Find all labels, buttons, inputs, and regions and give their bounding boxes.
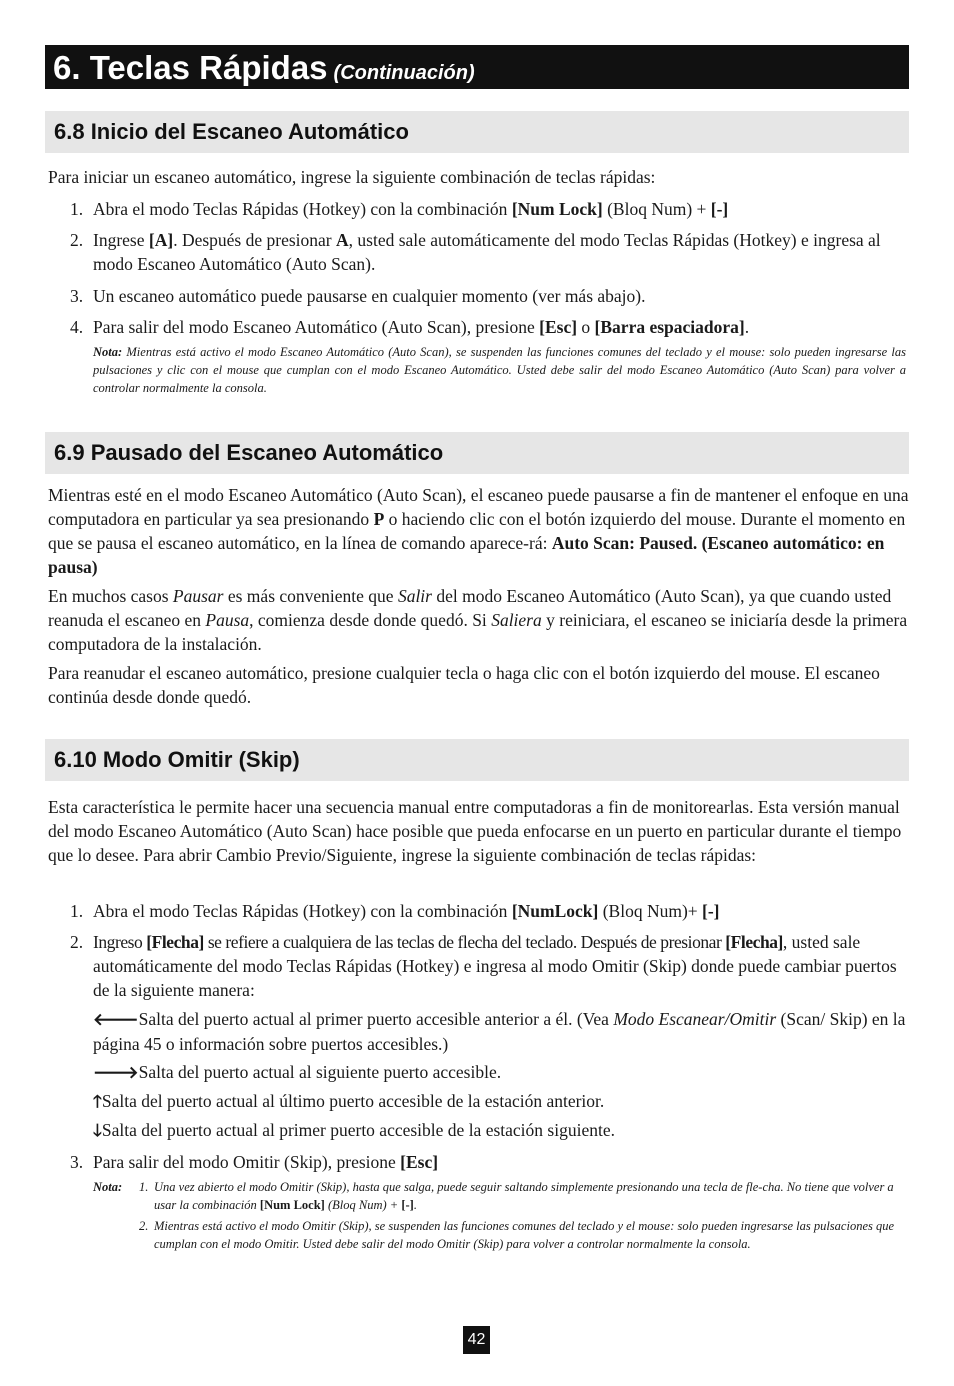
note-6-10-2: Mientras está activo el modo Omitir (Skip), se suspenden las funciones comunes del teclado y el mouse: solo pueden ingresarse las pulsaciones que cumplan con el modo Omitir. Usted debe salir del modo Omitir (Skip) para volver a controlar normalmente la consola. [154,1219,895,1251]
page-title: 6. Teclas Rápidas [53,49,328,86]
note-6-8: Nota: Mientras está activo el modo Escaneo Automático (Auto Scan), se suspenden las funciones comunes del teclado y el mouse: solo pueden ingresarse las pulsaciones y clic con el mouse que cumplan con el modo Escaneo Automático. Usted debe salir del modo Escaneo Automático (Auto Scan) para volver a controlar normalmente la consola. [93,345,906,395]
list-item [70,1150,910,1174]
list-number: 1. [70,901,84,921]
section-heading-6-8: 6.8 Inicio del Escaneo Automático [45,111,909,153]
arrow-item-down: 🡓Salta del puerto actual al primer puerto accesible de la estación siguiente. [93,1120,615,1141]
list-text: Para salir del modo Escaneo Automático (Auto Scan), presione [Esc] o [Barra espaciadora]. [93,317,750,337]
arrow-left-icon: 🡐 [93,1010,139,1030]
page-title-bar [45,45,909,89]
arrow-item-up: 🡑Salta del puerto actual al último puerto accesible de la estación anterior. [93,1091,605,1112]
key-combo: [-] [710,199,729,219]
arrow-up-icon: 🡑 [93,1092,102,1112]
status-message: Auto Scan: Paused. (Escaneo automático: en pausa) [48,533,885,577]
arrow-down-icon: 🡓 [93,1121,102,1141]
note-6-10-1: Una vez abierto el modo Omitir (Skip), hasta que salga, puede seguir saltando simplemente presionando una tecla de fle-cha. No tiene que volver a usar la combinación [Num Lock] (Bloq Num) + [-]. [154,1180,894,1212]
list-number: 4. [70,317,84,337]
list-item [70,284,910,308]
key-combo: [Num Lock] [511,199,603,219]
section-heading-6-9: 6.9 Pausado del Escaneo Automático [45,432,909,474]
list-text: Para salir del modo Omitir (Skip), presione [Esc] [93,1152,439,1172]
paragraph-6-9-3: Para reanudar el escaneo automático, presione cualquier tecla o haga clic con el botón izquierdo del mouse. El escaneo continúa desde donde quedó. [48,663,880,707]
list-item [70,197,910,221]
list-item [70,899,910,923]
list-number: 2. [70,932,84,952]
page-number: 42 [463,1326,490,1354]
note-number: 2. [139,1219,149,1233]
list-text: Un escaneo automático puede pausarse en cualquier momento (ver más abajo). [93,286,646,306]
note-label: Nota: [93,1180,123,1194]
note-label: Nota: [93,345,123,359]
list-number: 1. [70,199,84,219]
list-text: Ingrese [A]. Después de presionar A, usted sale automáticamente del modo Teclas Rápidas (Hotkey) e ingresa al modo Escaneo Automático (Auto Scan). [93,230,881,274]
paragraph-6-10-intro: Esta característica le permite hacer una secuencia manual entre computadoras a fin de monitorearlas. Esta versión manual del modo Escaneo Automático (Auto Scan) hace posible que pueda enfocarse en un puerto en particular durante el tiempo que lo desee. Para abrir Cambio Previo/Siguiente, ingrese la siguiente combinación de teclas rápidas: [48,797,902,865]
paragraph-6-9-1: Mientras esté en el modo Escaneo Automático (Auto Scan), el escaneo puede pausarse a fin de mantener el enfoque en una computadora en particular ya sea presionando P o haciendo clic con el botón izquierdo del mouse. Durante el momento en que se pausa el escaneo automático, en la línea de comando aparece-rá: Auto Scan: Paused. (Escaneo automático: en pausa) [48,485,909,577]
arrow-item-left: 🡐Salta del puerto actual al primer puerto accesible anterior a él. (Vea Modo Escanear/Omitir (Scan/ Skip) en la página 45 o información sobre puertos accesibles.) [93,1009,906,1054]
list-item [70,228,910,276]
paragraph-6-9-2: En muchos casos Pausar es más conveniente que Salir del modo Escaneo Automático (Auto Scan), ya que cuando usted reanuda el escaneo en Pausa, comienza desde donde quedó. Si Saliera y reiniciara, el escaneo se iniciaría desde la primera computadora de la instalación. [48,586,908,654]
list-item [70,930,910,1002]
list-number: 3. [70,286,84,306]
list-number: 3. [70,1152,84,1172]
section-heading-6-10: 6.10 Modo Omitir (Skip) [45,739,909,781]
list-item [70,315,910,339]
arrow-item-right: 🡒Salta del puerto actual al siguiente puerto accesible. [93,1062,502,1083]
paragraph-6-8-intro: Para iniciar un escaneo automático, ingrese la siguiente combinación de teclas rápidas: [48,167,656,187]
list-text: Abra el modo Teclas Rápidas (Hotkey) con la combinación [NumLock] (Bloq Num)+ [-] [93,901,720,921]
page-subtitle: (Continuación) [333,62,475,84]
list-number: 2. [70,230,84,250]
arrow-right-icon: 🡒 [93,1063,139,1083]
note-number: 1. [139,1180,149,1194]
list-text: Ingreso [Flecha] se refiere a cualquiera de las teclas de flecha del teclado. Después de presionar [Flecha], usted sale automáticamente del modo Teclas Rápidas (Hotkey) e ingresa al modo Omitir (Skip) donde puede cambiar puertos de la siguiente manera: [93,932,897,1000]
list-text: Abra el modo Teclas Rápidas (Hotkey) con la combinación [Num Lock] (Bloq Num) + [-] [93,199,729,219]
